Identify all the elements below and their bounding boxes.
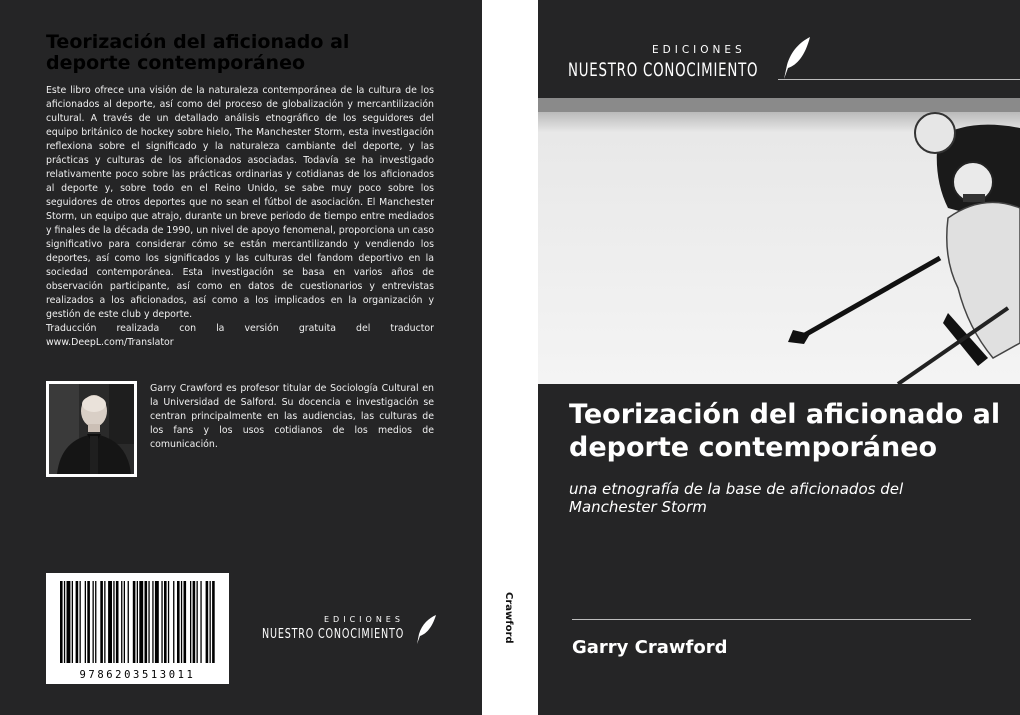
barcode-bar [164,581,167,663]
blurb-text: Este libro ofrece una visión de la naturaleza contemporánea de la cultura de los aficionados al deporte, así como del proceso de globalización y mercantilización cultural. A través de un detallado análisis etnográfico de los seguidores del equipo británico de hockey sobre hielo, The Manchester Storm, esta investigación reflexiona sobre el significado y la naturaleza cambiante del deporte, y las prácticas y culturas de los aficionados asociadas. Todavía se ha investigado relativamente poco sobre las prácticas ordinarias y cotidianas de los aficionados al deporte y, sobre todo en el Reino Unido, se sabe muy poco sobre los seguidores de otros deportes que no sean el fútbol de asociación. El Manchester Storm, un equipo que atrajo, durante un breve periodo de tiempo entre mediados y finales de la década de 1990, un nivel de apoyo fenomenal, proporciona un caso significativo para considerar cómo se están mercantilizando y vendiendo los deportes, así como los significados y las culturas del fandom deportivo en la sociedad contemporánea. Esta investigación se basa en varios años de observación participante, así como en datos de cuestionarios y entrevistas realizados a los aficionados, así como a los implicados en la organización y gestión de este club y deporte. [46,85,435,320]
barcode-bar [60,581,63,663]
barcode-bar [64,581,65,663]
barcode-bar [95,581,96,663]
barcode-bar [121,581,122,663]
logo-underline [778,79,1020,80]
front-cover-title: Teorización del aficionado al deporte contemporáneo [569,399,1001,463]
barcode-bar [155,581,159,663]
barcode-bar [212,581,215,663]
barcode-bar [197,581,198,663]
barcode-bar [139,581,143,663]
barcode-bars [46,573,229,665]
publisher-line2-front: NUESTRO CONOCIMIENTO [568,59,759,81]
publisher-line1-front: EDICIONES [652,44,746,56]
barcode-bar [93,581,94,663]
barcode-bar [210,581,211,663]
author-photo [46,381,137,477]
barcode-bar [137,581,138,663]
barcode-bar [87,581,90,663]
barcode-bar [173,581,174,663]
barcode-bar [104,581,105,663]
barcode-bar [190,581,191,663]
publisher-line1: EDICIONES [324,615,404,624]
quill-pen-icon-front [780,36,814,82]
spine-author: Crawford [503,592,514,644]
barcode-bar [100,581,103,663]
barcode-bar [116,581,119,663]
barcode-bar [133,581,136,663]
barcode-bar [108,581,112,663]
translation-note: Traducción realizada con la versión gratuita del traductor www.DeepL.com/Translator [46,323,434,348]
back-cover-blurb [46,84,434,350]
author-bio: Garry Crawford es profesor titular de Sociología Cultural en la Universidad de Salford. Su docencia e investigación se centran principalmente en las audiencias, las culturas de los fans y los usos cotidianos de los medios de comunicación. [150,383,434,450]
front-cover-author: Garry Crawford [572,637,728,658]
barcode-bar [181,581,182,663]
barcode-bar [76,581,79,663]
back-cover-title: Teorización del aficionado al deporte contemporáneo [46,31,350,74]
barcode-bar [168,581,169,663]
barcode-bar [72,581,73,663]
barcode-bar [128,581,129,663]
barcode-bar [206,581,209,663]
barcode-bar [200,581,201,663]
front-cover-subtitle: una etnografía de la base de aficionados del Manchester Storm [569,480,904,516]
publisher-line2: NUESTRO CONOCIMIENTO [262,627,405,642]
isbn-digits: 9786203513011 [79,669,196,681]
barcode-bar [152,581,153,663]
barcode-bar [145,581,148,663]
author-portrait-image [49,384,134,474]
barcode-bar [113,581,114,663]
barcode [46,573,229,684]
barcode-bar [148,581,149,663]
barcode-bar [85,581,86,663]
barcode-bar [177,581,180,663]
barcode-bar [193,581,196,663]
hockey-players-image [538,98,1020,384]
barcode-bar [184,581,187,663]
quill-pen-icon [414,614,440,646]
cover-photo-hockey [538,98,1020,384]
barcode-bar [80,581,81,663]
barcode-bar [124,581,125,663]
barcode-bar [67,581,71,663]
barcode-bar [161,581,162,663]
author-divider [572,619,971,620]
